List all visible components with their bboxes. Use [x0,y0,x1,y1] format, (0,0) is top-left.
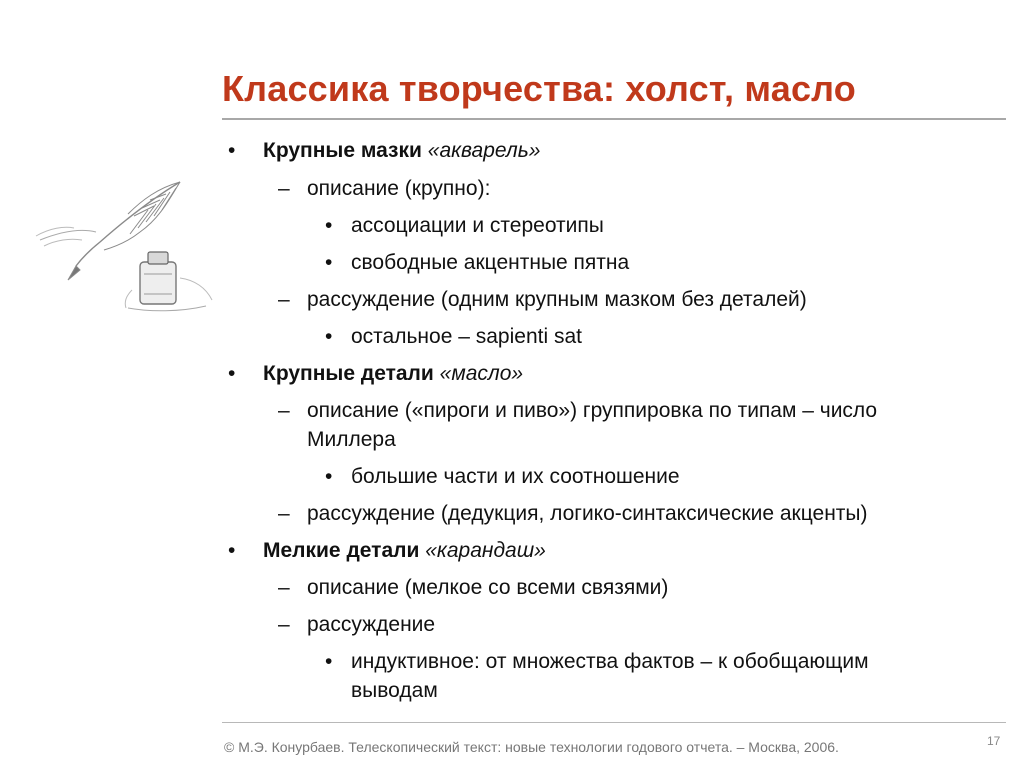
item-text: рассуждение (дедукция, логико-синтаксические акценты) [307,502,868,525]
item-emphasis: «акварель» [427,139,541,162]
bullet-marker: • [228,362,236,385]
item-heading: Крупные детали [263,362,434,385]
item-text: индуктивное: от множества фактов – к обобщающим [351,650,869,673]
page-number: 17 [987,734,1001,748]
item-text: рассуждение (одним крупным мазком без деталей) [307,288,807,311]
footer-divider [222,722,1006,723]
bullet-marker: • [228,139,236,162]
item-text: описание («пироги и пиво») группировка по типам – число [307,399,878,422]
dash-marker: – [278,576,290,599]
item-heading: Мелкие детали [263,539,420,562]
dash-marker: – [278,288,290,311]
dash-marker: – [278,502,290,525]
item-text: свободные акцентные пятна [351,251,630,274]
bullet-marker: • [228,539,236,562]
item-text: описание (крупно): [307,177,491,200]
item-text: рассуждение [307,613,436,636]
bullet-marker: • [325,251,333,274]
item-text: выводам [351,679,438,702]
bullet-marker: • [325,214,333,237]
dash-marker: – [278,177,290,200]
item-emphasis: «масло» [439,362,524,385]
item-heading: Крупные мазки [263,139,422,162]
slide-title: Классика творчества: холст, масло [222,68,856,109]
item-text: описание (мелкое со всеми связями) [307,576,669,599]
dash-marker: – [278,399,290,422]
item-emphasis: «карандаш» [425,539,546,562]
item-text: большие части и их соотношение [351,465,680,488]
item-text: ассоциации и стереотипы [351,214,604,237]
footer-copyright: © М.Э. Конурбаев. Телескопический текст: новые технологии годового отчета. – Москва, 2006. [224,739,839,755]
bullet-marker: • [325,465,333,488]
bullet-marker: • [325,650,333,673]
item-text: остальное – sapienti sat [351,325,582,348]
dash-marker: – [278,613,290,636]
item-text: Миллера [307,428,396,451]
bullet-marker: • [325,325,333,348]
